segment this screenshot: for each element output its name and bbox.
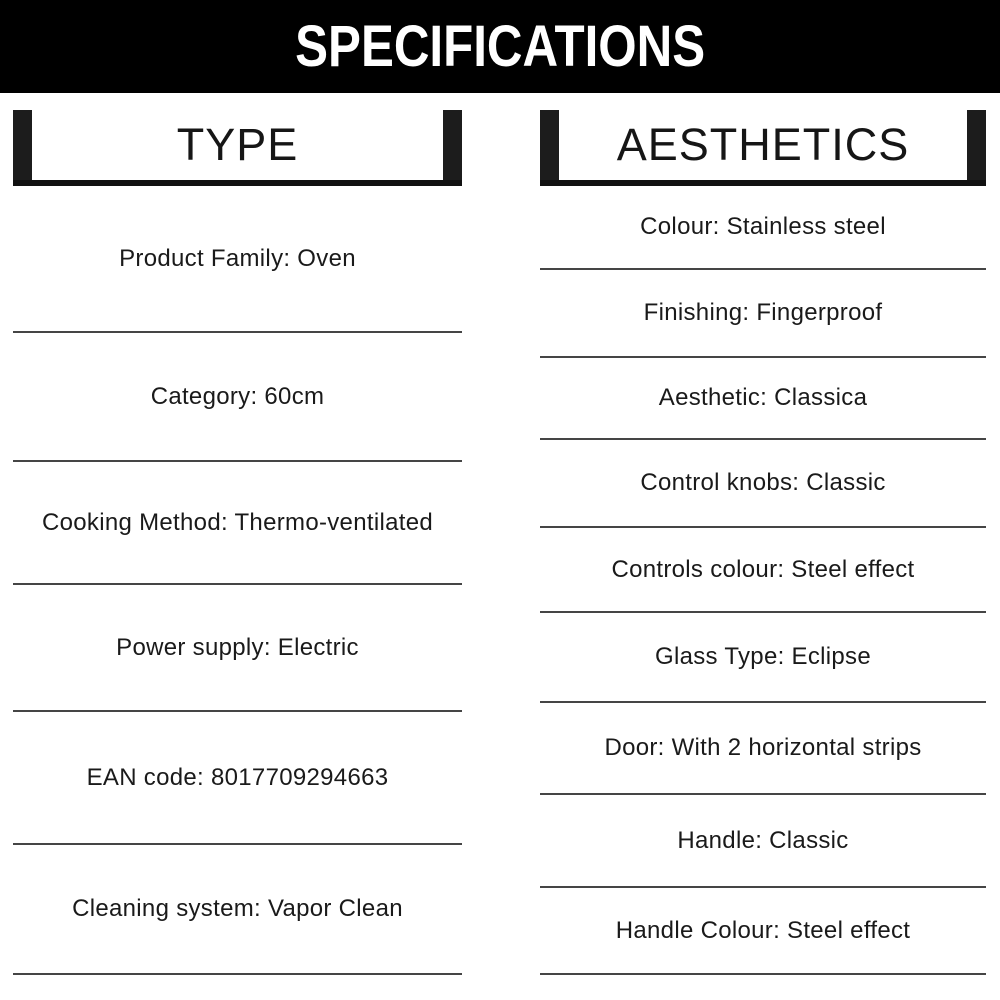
spec-row-control-knobs: Control knobs: Classic xyxy=(540,440,986,528)
bracket-right-bar xyxy=(967,110,986,186)
spec-row-handle-colour: Handle Colour: Steel effect xyxy=(540,888,986,975)
spec-row-cooking-method: Cooking Method: Thermo-ventilated xyxy=(13,462,462,585)
aesthetics-column-header xyxy=(540,110,986,186)
spec-row-colour: Colour: Stainless steel xyxy=(540,186,986,270)
specifications-banner xyxy=(0,0,1000,93)
spec-row-finishing: Finishing: Fingerproof xyxy=(540,270,986,358)
bracket-right-bar xyxy=(443,110,462,186)
spec-row-glass-type: Glass Type: Eclipse xyxy=(540,613,986,703)
spec-row-power-supply: Power supply: Electric xyxy=(13,585,462,712)
type-column xyxy=(13,110,462,975)
aesthetics-rows xyxy=(540,186,986,975)
spec-row-aesthetic: Aesthetic: Classica xyxy=(540,358,986,440)
aesthetics-column-title: AESTHETICS xyxy=(616,119,910,170)
type-rows xyxy=(13,186,462,975)
bracket-underline xyxy=(540,180,986,186)
spec-row-door: Door: With 2 horizontal strips xyxy=(540,703,986,795)
spec-row-cleaning-system: Cleaning system: Vapor Clean xyxy=(13,845,462,975)
bracket-left-bar xyxy=(13,110,32,186)
bracket-left-bar xyxy=(540,110,559,186)
page-title: SPECIFICATIONS xyxy=(295,14,705,79)
aesthetics-column xyxy=(540,110,986,975)
type-column-title: TYPE xyxy=(176,119,299,170)
bracket-underline xyxy=(13,180,462,186)
spec-row-category: Category: 60cm xyxy=(13,333,462,462)
spec-row-handle: Handle: Classic xyxy=(540,795,986,888)
spec-row-controls-colour: Controls colour: Steel effect xyxy=(540,528,986,613)
type-column-header xyxy=(13,110,462,186)
spec-row-ean-code: EAN code: 8017709294663 xyxy=(13,712,462,845)
spec-row-product-family: Product Family: Oven xyxy=(13,186,462,333)
